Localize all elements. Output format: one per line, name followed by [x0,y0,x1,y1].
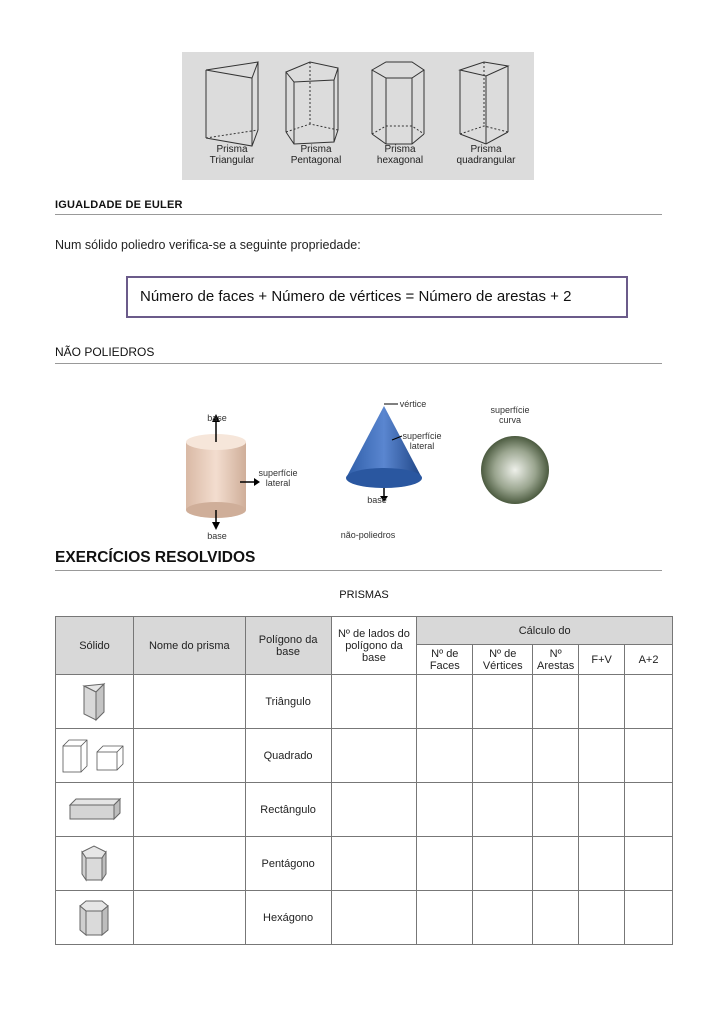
header-prism-name: Nome do prisma [133,617,245,675]
divider [55,570,662,571]
cone-bottom-label: base [367,495,387,505]
cone-apex-label: vértice [399,399,427,409]
header-solid: Sólido [56,617,134,675]
divider [55,214,662,215]
pentagonal-prism-drawing [286,62,338,144]
euler-intro: Num sólido poliedro verifica-se a seguinte propriedade: [55,238,361,252]
divider [55,363,662,364]
solid-cell [56,783,134,837]
caption-pentagonal: Prisma Pentagonal [290,144,342,166]
quadrangular-prism-drawing [460,62,508,144]
euler-formula: Número de faces + Número de vértices = Número de arestas + 2 [140,288,572,305]
hexagonal-prism-thumb [74,896,114,940]
solid-cell [56,837,134,891]
polygon-cell: Quadrado [245,729,331,783]
non-polyhedra-heading: NÃO POLIEDROS [55,345,155,359]
cylinder-drawing [186,414,260,530]
cylinder-bottom-label: base [207,531,227,541]
square-prism-thumb [59,736,129,776]
table-row [56,837,673,891]
prism-name-cell[interactable] [133,837,245,891]
table-row [56,891,673,945]
solid-cell [56,729,134,783]
caption-hexagonal: Prisma hexagonal [376,144,424,166]
table-row [56,783,673,837]
cone-side-label: superfície lateral [402,431,442,451]
table-row [56,675,673,729]
rectangular-prism-thumb [64,795,124,825]
header-sides: Nº de lados do polígono da base [331,617,417,675]
header-calc: Cálculo do [417,617,673,645]
polygon-cell: Rectângulo [245,783,331,837]
non-polyhedra-caption: não-poliedros [340,530,396,540]
prism-name-cell[interactable] [133,729,245,783]
prisms-figure [182,52,534,180]
header-a2: A+2 [625,645,673,675]
sphere-drawing [481,436,549,504]
header-fv: F+V [579,645,625,675]
cone-drawing [346,404,422,502]
solid-cell [56,675,134,729]
pentagonal-prism-thumb [74,842,114,886]
prism-name-cell[interactable] [133,783,245,837]
euler-heading: IGUALDADE DE EULER [55,199,183,211]
solid-cell [56,891,134,945]
table-row [56,729,673,783]
header-vertices: Nº de Vértices [473,645,533,675]
sphere-label: superfície curva [490,405,530,425]
header-edges: Nº Arestas [533,645,579,675]
polygon-cell: Hexágono [245,891,331,945]
triangular-prism-thumb [74,680,114,724]
header-faces: Nº de Faces [417,645,473,675]
hexagonal-prism-drawing [372,62,424,144]
header-base-polygon: Polígono da base [245,617,331,675]
polygon-cell: Pentágono [245,837,331,891]
prism-name-cell[interactable] [133,675,245,729]
caption-quadrangular: Prisma quadrangular [456,144,516,166]
triangular-prism-drawing [206,62,258,146]
exercises-heading: EXERCÍCIOS RESOLVIDOS [55,549,256,566]
euler-formula-box [126,276,628,318]
polygon-cell: Triângulo [245,675,331,729]
cylinder-side-label: superfície lateral [258,468,298,488]
prism-name-cell[interactable] [133,891,245,945]
prisms-table [55,616,673,945]
caption-triangular: Prisma Triangular [209,144,255,166]
table-title: PRISMAS [339,589,389,601]
cylinder-top-label: base [207,413,227,423]
